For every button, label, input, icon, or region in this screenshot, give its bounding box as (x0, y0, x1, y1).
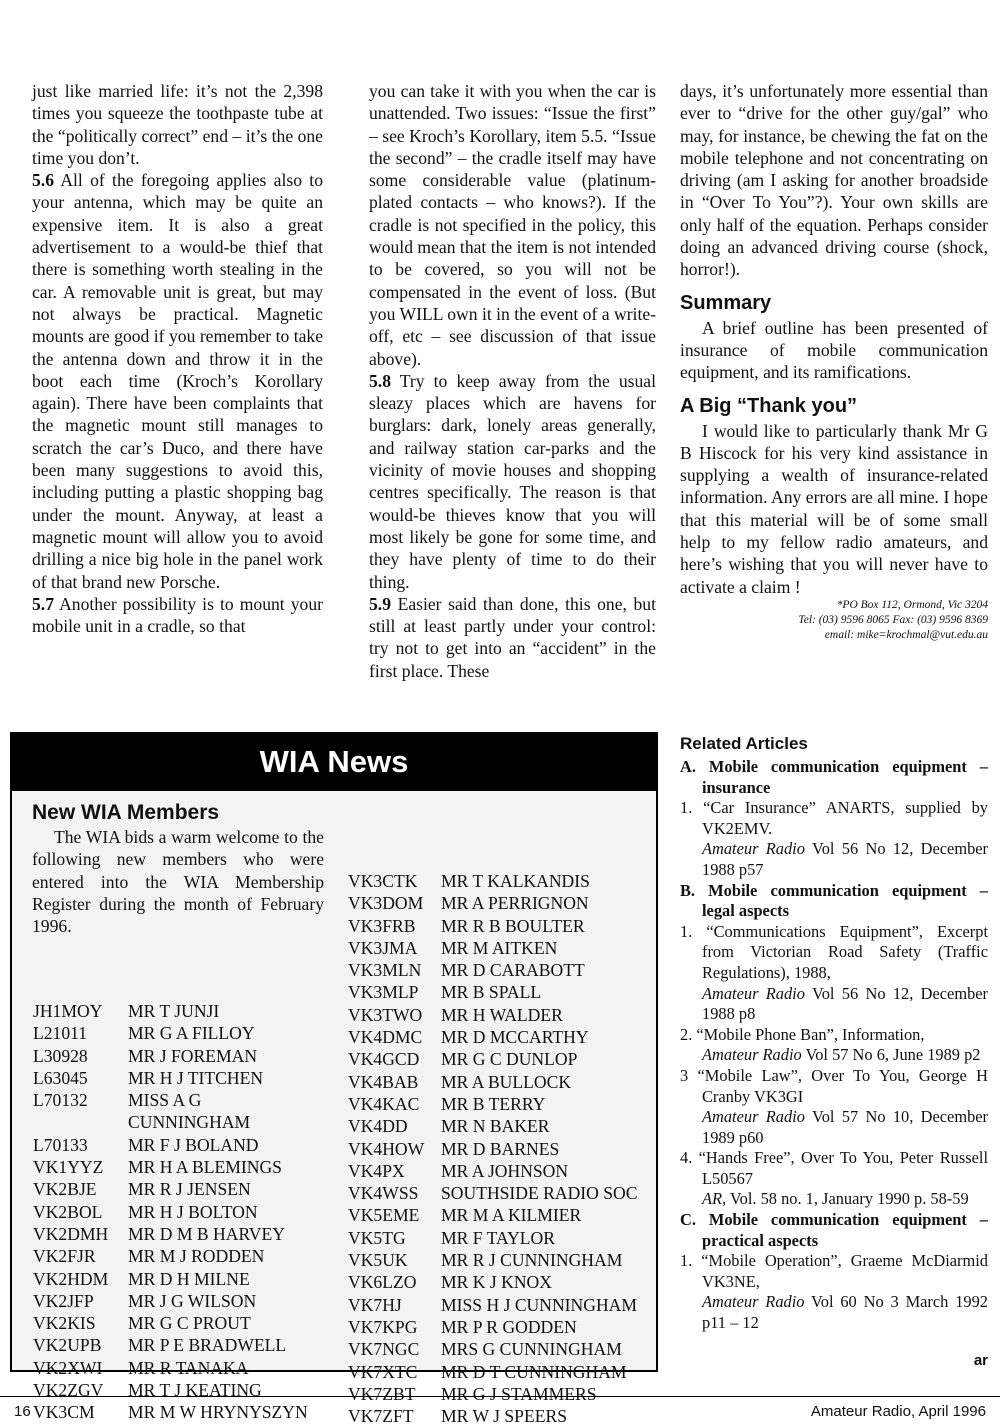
publication-name: Amateur Radio (702, 1292, 805, 1312)
member-name: MRS G CUNNINGHAM (441, 1339, 622, 1360)
member-row (33, 1312, 328, 1334)
member-name: CUNNINGHAM (128, 1112, 251, 1133)
member-row (33, 1245, 328, 1267)
new-members-intro: The WIA bids a warm welcome to the following new members who were entered into the WIA Membership Register during the month of February 1996. (32, 827, 324, 937)
publication-name: Amateur Radio (702, 1107, 805, 1127)
member-callsign: VK2BOL (33, 1201, 103, 1222)
member-row (348, 1182, 648, 1204)
author-email: email: mike=krochmal@vut.edu.au (824, 628, 988, 641)
thanks-paragraph: I would like to particularly thank Mr G B Hiscock for his very kind assistance in supplying a wealth of insurance-related information. Any errors are all mine. I hope that this material will be of some small help to my fellow radio amateurs, and here’s wishing that you will never have to activate a claim ! (680, 420, 988, 597)
reference-item: 1. “Car Insurance” ANARTS, supplied by VK2EMV. (680, 798, 988, 838)
thanks-heading: A Big “Thank you” (680, 394, 858, 417)
category-c: C. Mobile communication equipment – practical aspects (680, 1210, 988, 1250)
member-name: MR P R GODDEN (441, 1316, 577, 1337)
page-number: 16 (14, 1403, 31, 1420)
member-row (33, 1067, 328, 1089)
member-callsign: VK3MLP (348, 982, 419, 1003)
publication-name: Amateur Radio (702, 839, 805, 859)
member-row (33, 1334, 328, 1356)
wia-news-title: WIA News (12, 734, 656, 789)
member-row (348, 1338, 648, 1360)
member-name: MR H A BLEMINGS (128, 1157, 282, 1178)
summary-heading: Summary (680, 291, 772, 314)
member-callsign: VK4BAB (348, 1071, 419, 1092)
paragraph-text: Another possibility is to mount your mobile unit in a cradle, so that (32, 593, 323, 637)
reference-item: 2. “Mobile Phone Ban”, Information, (680, 1024, 925, 1044)
paragraph: you can take it with you when the car is unattended. Two issues: “Issue the first” – see Kroch’s Korollary, item 5.5. “Issue the second” – the cradle itself may have some considerable value (platinum-plated contacts – who knows?). If the cradle is not specified in the policy, this would mean that the item is not intended to be covered, so you will not be compensated in the event of loss. (But you WILL own it in the event of a write-off, etc – see discussion of that issue above). (369, 81, 656, 369)
wia-news-banner (12, 734, 656, 791)
member-callsign: VK3DOM (348, 893, 424, 914)
member-callsign: VK3TWO (348, 1004, 423, 1025)
wia-news-content (32, 800, 646, 1427)
reference-source (680, 1189, 988, 1210)
member-callsign: VK3FRB (348, 915, 416, 936)
member-name: MR H WALDER (441, 1004, 563, 1025)
member-row (348, 1026, 648, 1048)
member-callsign: VK4GCD (348, 1049, 420, 1070)
publication-info: Amateur Radio, April 1996 (810, 1403, 986, 1420)
article-column-3 (680, 80, 988, 643)
member-row (348, 1138, 648, 1160)
reference-details: Vol 56 No 12, December 1988 p8 (702, 983, 988, 1024)
member-row (348, 870, 648, 892)
reference-details: Vol 57 No 6, June 1989 p2 (801, 1045, 981, 1065)
member-callsign: VK3CTK (348, 871, 418, 891)
author-address: *PO Box 112, Ormond, Vic 3204 (836, 598, 988, 611)
member-row (348, 1249, 648, 1271)
member-name: MR R TANAKA (128, 1357, 249, 1378)
member-callsign: VK2KIS (33, 1313, 96, 1334)
publication-name: Amateur Radio (702, 983, 805, 1003)
member-name: MR D MCCARTHY (441, 1027, 589, 1048)
member-name: MR M J RODDEN (128, 1246, 265, 1267)
member-callsign: VK7NGC (348, 1339, 420, 1360)
paragraph (32, 593, 323, 638)
member-row (348, 1316, 648, 1338)
category-b: B. Mobile communication equipment – legal aspects (680, 880, 988, 921)
article-column-2 (369, 80, 656, 682)
member-row (33, 1201, 328, 1223)
member-callsign: VK4WSS (348, 1183, 419, 1204)
member-callsign: VK4HOW (348, 1138, 425, 1159)
member-callsign: VK2BJE (33, 1179, 97, 1200)
member-callsign: L70132 (33, 1090, 88, 1111)
member-row (348, 1271, 648, 1293)
reference-details: Vol 60 No 3 March 1992 p11 – 12 (702, 1292, 988, 1333)
member-name: MR G A FILLOY (128, 1023, 255, 1044)
reference-details: , Vol. 58 no. 1, January 1990 p. 58-59 (722, 1189, 969, 1209)
member-row (348, 1361, 648, 1383)
member-callsign: VK7ZFT (348, 1406, 414, 1427)
member-callsign: VK3JMA (348, 937, 418, 958)
member-row (348, 1204, 648, 1226)
member-row (33, 1022, 328, 1044)
member-name: MR K J KNOX (441, 1272, 552, 1293)
member-row (33, 1156, 328, 1178)
member-name: MR M AITKEN (441, 937, 558, 958)
member-row (348, 1071, 648, 1093)
member-row (33, 1379, 328, 1401)
reference-details: Vol 56 No 12, December 1988 p57 (702, 839, 988, 879)
member-name: MR R J JENSEN (128, 1179, 251, 1200)
paragraph (369, 370, 656, 593)
member-callsign: VK7ZBT (348, 1383, 416, 1404)
member-name: MR M W HRYNYSZYN (128, 1402, 308, 1423)
member-callsign: VK2JFP (33, 1290, 94, 1311)
members-list-left (33, 1000, 328, 1424)
member-name: MR T J KEATING (128, 1380, 262, 1401)
member-row (33, 1111, 328, 1133)
member-name: MR F TAYLOR (441, 1227, 555, 1248)
member-callsign: VK2DMH (33, 1223, 109, 1244)
member-row (33, 1045, 328, 1067)
paragraph: just like married life: it’s not the 2,398 times you squeeze the toothpaste tube at the “politically correct” end – it’s the one time you don’t. (32, 81, 323, 168)
paragraph-text: All of the foregoing applies also to your antenna, which may be quite an expensive item. It is also a great advertisement to a would-be thief that there is something worth stealing in the car. A removable unit is great, but may not always be practical. Magnetic mounts are good if you remember to take the antenna down and throw it in the boot each time (Kroch’s Korollary again). There have been complaints that the magnetic mount still manages to scratch the car’s Duco, and there have been many suggestions to avoid this, including putting a plastic shopping bag under the mount. Anyway, at least a magnetic mount will allow you to avoid drilling a nice big hole in the panel work of that brand new Porsche. (32, 170, 323, 592)
member-name: MR F J BOLAND (128, 1134, 259, 1155)
member-name: MR M A KILMIER (441, 1205, 582, 1226)
member-callsign: L30928 (33, 1045, 88, 1066)
member-name: MR D CARABOTT (441, 960, 585, 981)
member-row (33, 1268, 328, 1290)
member-row (33, 1357, 328, 1379)
member-callsign: VK6LZO (348, 1272, 417, 1293)
reference-details: Vol 57 No 10, December 1989 p60 (702, 1107, 988, 1147)
member-row (348, 1227, 648, 1249)
reference-item: 4. “Hands Free”, Over To You, Peter Russell L50567 (680, 1148, 988, 1188)
member-name: MR G J STAMMERS (441, 1383, 597, 1404)
member-name: MR B SPALL (441, 982, 542, 1003)
member-row (348, 1115, 648, 1137)
article-column-1 (32, 80, 323, 637)
item-number: 5.8 (369, 370, 391, 391)
author-phone: Tel: (03) 9596 8065 Fax: (03) 9596 8369 (798, 613, 988, 626)
publication-name: AR (702, 1189, 723, 1209)
member-row (348, 1405, 648, 1427)
member-name: MR D H MILNE (128, 1268, 250, 1289)
member-row (348, 1048, 648, 1070)
member-name: MR H J TITCHEN (128, 1067, 264, 1088)
member-row (348, 937, 648, 959)
member-callsign: VK2HDM (33, 1268, 109, 1289)
member-callsign: VK5EME (348, 1205, 420, 1226)
member-name: MISS A G (128, 1090, 202, 1111)
member-callsign: VK7XTC (348, 1361, 418, 1382)
member-callsign: VK2FJR (33, 1246, 96, 1267)
member-name: MR D BARNES (441, 1138, 560, 1159)
member-name: MR G C PROUT (128, 1313, 251, 1334)
members-list-right (348, 870, 648, 1427)
member-row (348, 892, 648, 914)
member-callsign: VK7KPG (348, 1316, 418, 1337)
member-callsign: VK4PX (348, 1160, 405, 1181)
member-callsign: VK5UK (348, 1250, 408, 1271)
member-callsign: VK2XWI (33, 1357, 103, 1378)
member-row (33, 1223, 328, 1245)
member-row (348, 1160, 648, 1182)
member-callsign: VK4KAC (348, 1093, 420, 1114)
member-callsign: L70133 (33, 1134, 88, 1155)
member-row (348, 959, 648, 981)
member-name: MR H J BOLTON (128, 1201, 258, 1222)
member-row (33, 1178, 328, 1200)
member-callsign: L21011 (33, 1023, 88, 1044)
paragraph: days, it’s unfortunately more essential than ever to “drive for the other guy/gal” who may, for instance, be chewing the fat on the mobile telephone and not concentrating on driving (am I asking for another broadside in “Over To You”?). Your own skills are only half of the equation. Perhaps consider doing an advanced driving course (shock, horror!). (680, 81, 988, 280)
member-name: MR T KALKANDIS (441, 871, 590, 891)
member-row (348, 1093, 648, 1115)
reference-source (680, 1045, 988, 1066)
category-a: A. Mobile communication equipment – insurance (680, 757, 988, 797)
item-number: 5.9 (369, 593, 391, 614)
member-callsign: VK3CM (33, 1402, 95, 1423)
reference-item: 1. “Mobile Operation”, Graeme McDiarmid VK3NE, (680, 1251, 988, 1291)
related-articles-heading: Related Articles (680, 734, 808, 753)
summary-paragraph: A brief outline has been presented of insurance of mobile communication equipment, and its ramifications. (680, 317, 988, 383)
member-callsign: VK1YYZ (33, 1157, 104, 1178)
member-name: MR A PERRIGNON (441, 893, 589, 914)
end-mark: ar (973, 1352, 988, 1369)
reference-source (680, 1107, 988, 1148)
member-row (348, 1004, 648, 1026)
member-callsign: VK2ZGV (33, 1380, 104, 1401)
member-row (348, 915, 648, 937)
member-name: MR R J CUNNINGHAM (441, 1250, 623, 1271)
member-name: MR R B BOULTER (441, 915, 585, 936)
paragraph-text: Try to keep away from the usual sleazy places which are havens for burglars: dark, lonely areas generally, and railway station car-parks and the vicinity of movie houses and shopping centres specifically. The reason is that would-be thieves know that you will most likely be gone for some time, and they have plenty of time to do their thing. (369, 370, 656, 592)
member-callsign: VK5TG (348, 1227, 406, 1248)
member-row (348, 1294, 648, 1316)
member-name: MR P E BRADWELL (128, 1335, 287, 1356)
member-callsign: JH1MOY (33, 1001, 103, 1021)
related-articles (680, 733, 988, 1334)
reference-source (680, 984, 988, 1025)
member-name: MR G C DUNLOP (441, 1049, 578, 1070)
reference-item: 3 “Mobile Law”, Over To You, George H Cranby VK3GI (680, 1065, 988, 1106)
member-name: MR D T CUNNINGHAM (441, 1361, 627, 1382)
member-callsign: VK3MLN (348, 960, 422, 981)
member-name: MR B TERRY (441, 1093, 546, 1114)
member-callsign: L63045 (33, 1067, 88, 1088)
member-name: SOUTHSIDE RADIO SOC (441, 1183, 638, 1204)
member-callsign: VK2UPB (33, 1335, 102, 1356)
member-row (348, 1383, 648, 1405)
member-callsign: VK7HJ (348, 1294, 402, 1315)
member-row (33, 1000, 328, 1022)
footer-rule (0, 1396, 1000, 1397)
reference-source (680, 839, 988, 880)
member-name: MISS H J CUNNINGHAM (441, 1294, 637, 1315)
item-number: 5.7 (32, 593, 54, 614)
member-name: MR A JOHNSON (441, 1160, 569, 1181)
member-name: MR A BULLOCK (441, 1071, 572, 1092)
member-row (33, 1401, 328, 1423)
member-name: MR T JUNJI (128, 1001, 220, 1021)
member-name: MR W J SPEERS (441, 1406, 567, 1427)
paragraph-text: Easier said than done, this one, but still at least partly under your control: try not to get into an “accident” in the first place. These (369, 593, 656, 681)
member-row (33, 1134, 328, 1156)
member-row (33, 1290, 328, 1312)
member-callsign: VK4DD (348, 1116, 408, 1137)
member-row (348, 981, 648, 1003)
member-callsign: VK4DMC (348, 1027, 423, 1048)
member-name: MR J G WILSON (128, 1290, 257, 1311)
member-row (33, 1089, 328, 1111)
item-number: 5.6 (32, 170, 54, 191)
member-name: MR J FOREMAN (128, 1045, 258, 1066)
member-name: MR D M B HARVEY (128, 1223, 285, 1244)
publication-name: Amateur Radio (702, 1045, 802, 1065)
reference-item: 1. “Communications Equipment”, Excerpt from Victorian Road Safety (Traffic Regulations), 1988, (680, 921, 988, 982)
paragraph (32, 169, 323, 593)
new-members-heading: New WIA Members (32, 801, 220, 824)
reference-source (680, 1292, 988, 1333)
member-name: MR N BAKER (441, 1116, 550, 1137)
paragraph (369, 593, 656, 682)
